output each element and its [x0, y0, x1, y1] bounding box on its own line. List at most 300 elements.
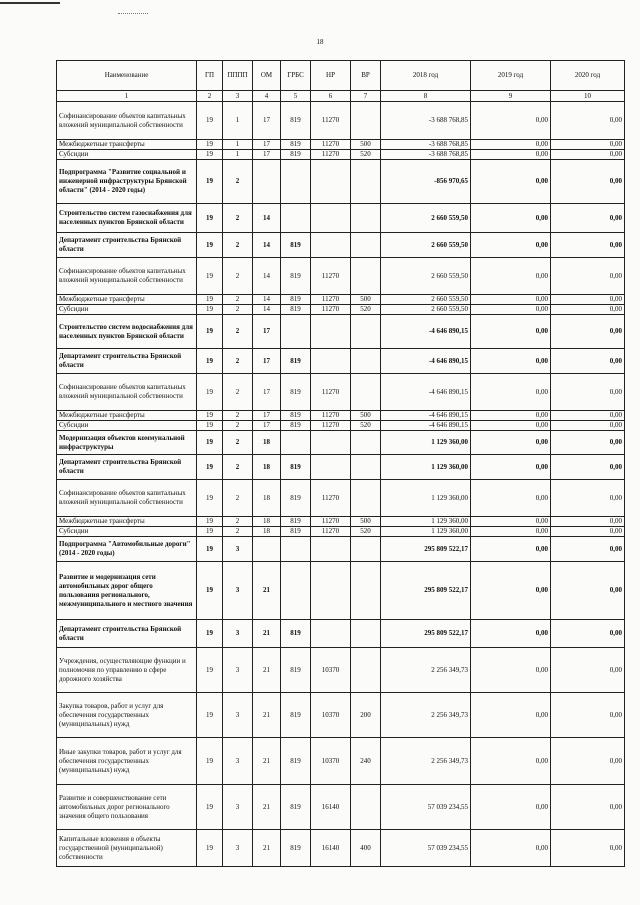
column-number-cell: 2 [197, 91, 223, 102]
cell-gp: 19 [197, 693, 223, 738]
cell-y2019: 0,00 [471, 204, 551, 233]
cell-y2020: 0,00 [551, 620, 625, 648]
cell-name: Подпрограмма "Развитие социальной и инженерной инфраструктуры Брянской области" (2014 - 2020 годы) [57, 160, 197, 204]
cell-y2018: -4 646 890,15 [381, 374, 471, 411]
cell-om: 17 [253, 349, 281, 374]
cell-pp: 3 [223, 648, 253, 693]
cell-grbs [281, 537, 311, 562]
cell-name: Субсидии [57, 150, 197, 160]
cell-grbs: 819 [281, 374, 311, 411]
header-cell: ГП [197, 61, 223, 91]
cell-pp: 2 [223, 431, 253, 455]
header-cell: НР [311, 61, 351, 91]
cell-grbs [281, 315, 311, 349]
cell-grbs: 819 [281, 140, 311, 150]
cell-y2020: 0,00 [551, 648, 625, 693]
cell-gp: 19 [197, 258, 223, 295]
cell-gp: 19 [197, 738, 223, 785]
cell-name: Субсидии [57, 421, 197, 431]
column-number-row [57, 91, 625, 102]
cell-nr [311, 455, 351, 480]
cell-vr: 520 [351, 421, 381, 431]
cell-gp: 19 [197, 150, 223, 160]
cell-y2019: 0,00 [471, 537, 551, 562]
header-cell: ПППП [223, 61, 253, 91]
cell-gp: 19 [197, 102, 223, 140]
cell-y2019: 0,00 [471, 480, 551, 517]
cell-pp: 1 [223, 140, 253, 150]
cell-pp: 3 [223, 620, 253, 648]
cell-gp: 19 [197, 431, 223, 455]
cell-pp: 2 [223, 517, 253, 527]
cell-y2020: 0,00 [551, 233, 625, 258]
cell-vr [351, 204, 381, 233]
cell-y2018: 295 809 522,17 [381, 620, 471, 648]
table-row [57, 233, 625, 258]
column-number-cell: 9 [471, 91, 551, 102]
cell-gp: 19 [197, 537, 223, 562]
table-row [57, 150, 625, 160]
cell-name: Софинансирование объектов капитальных вложений муниципальной собственности [57, 480, 197, 517]
cell-vr [351, 537, 381, 562]
cell-vr: 500 [351, 140, 381, 150]
cell-gp: 19 [197, 411, 223, 421]
cell-vr [351, 102, 381, 140]
page-number: 18 [316, 38, 324, 46]
table-row [57, 480, 625, 517]
cell-y2019: 0,00 [471, 315, 551, 349]
cell-om: 18 [253, 527, 281, 537]
cell-om: 18 [253, 517, 281, 527]
cell-nr: 11270 [311, 140, 351, 150]
cell-grbs: 819 [281, 480, 311, 517]
cell-gp: 19 [197, 562, 223, 620]
cell-pp: 2 [223, 258, 253, 295]
cell-y2020: 0,00 [551, 527, 625, 537]
cell-om: 18 [253, 480, 281, 517]
cell-y2020: 0,00 [551, 160, 625, 204]
cell-grbs: 819 [281, 648, 311, 693]
cell-name: Развитие и совершенствование сети автомобильных дорог регионального значения общего пользования [57, 785, 197, 830]
cell-om [253, 160, 281, 204]
cell-nr: 10370 [311, 693, 351, 738]
cell-nr: 11270 [311, 480, 351, 517]
cell-y2020: 0,00 [551, 421, 625, 431]
cell-gp: 19 [197, 527, 223, 537]
table-row [57, 620, 625, 648]
cell-y2019: 0,00 [471, 738, 551, 785]
table-row [57, 421, 625, 431]
cell-grbs [281, 431, 311, 455]
cell-y2019: 0,00 [471, 349, 551, 374]
cell-vr [351, 620, 381, 648]
cell-om: 14 [253, 233, 281, 258]
cell-om: 17 [253, 150, 281, 160]
cell-pp: 3 [223, 562, 253, 620]
cell-nr: 11270 [311, 150, 351, 160]
cell-om: 14 [253, 295, 281, 305]
cell-y2020: 0,00 [551, 315, 625, 349]
cell-y2018: 57 039 234,55 [381, 785, 471, 830]
cell-nr [311, 349, 351, 374]
cell-nr [311, 315, 351, 349]
cell-om: 14 [253, 204, 281, 233]
cell-pp: 2 [223, 160, 253, 204]
cell-y2019: 0,00 [471, 562, 551, 620]
cell-nr: 11270 [311, 517, 351, 527]
cell-gp: 19 [197, 421, 223, 431]
cell-y2018: 2 660 559,50 [381, 305, 471, 315]
header-cell: Наименование [57, 61, 197, 91]
cell-pp: 2 [223, 374, 253, 411]
cell-nr: 16140 [311, 830, 351, 867]
cell-pp: 1 [223, 150, 253, 160]
cell-grbs: 819 [281, 233, 311, 258]
table-row [57, 517, 625, 527]
cell-y2020: 0,00 [551, 480, 625, 517]
table-row [57, 527, 625, 537]
cell-grbs: 819 [281, 517, 311, 527]
cell-gp: 19 [197, 455, 223, 480]
cell-name: Софинансирование объектов капитальных вложений муниципальной собственности [57, 102, 197, 140]
cell-y2019: 0,00 [471, 517, 551, 527]
cell-vr: 400 [351, 830, 381, 867]
cell-y2018: -3 688 768,85 [381, 140, 471, 150]
table-row [57, 562, 625, 620]
cell-name: Межбюджетные трансферты [57, 517, 197, 527]
column-number-cell: 6 [311, 91, 351, 102]
cell-name: Субсидии [57, 305, 197, 315]
cell-om: 21 [253, 648, 281, 693]
cell-grbs: 819 [281, 620, 311, 648]
cell-name: Субсидии [57, 527, 197, 537]
cell-pp: 1 [223, 102, 253, 140]
cell-om: 21 [253, 693, 281, 738]
cell-vr [351, 374, 381, 411]
cell-vr [351, 480, 381, 517]
column-number-cell: 4 [253, 91, 281, 102]
cell-name: Модернизация объектов коммунальной инфраструктуры [57, 431, 197, 455]
cell-vr [351, 431, 381, 455]
cell-y2018: -3 688 768,85 [381, 102, 471, 140]
cell-nr [311, 620, 351, 648]
cell-pp: 2 [223, 480, 253, 517]
cell-grbs [281, 160, 311, 204]
cell-y2020: 0,00 [551, 258, 625, 295]
cell-pp: 2 [223, 315, 253, 349]
cell-y2018: -4 646 890,15 [381, 421, 471, 431]
cell-name: Строительство систем водоснабжения для населенных пунктов Брянской области [57, 315, 197, 349]
cell-nr: 11270 [311, 295, 351, 305]
cell-gp: 19 [197, 374, 223, 411]
cell-name: Межбюджетные трансферты [57, 411, 197, 421]
cell-gp: 19 [197, 349, 223, 374]
cell-y2018: 2 660 559,50 [381, 258, 471, 295]
cell-pp: 3 [223, 738, 253, 785]
table-row [57, 431, 625, 455]
table-row [57, 140, 625, 150]
cell-y2018: 1 129 360,00 [381, 455, 471, 480]
cell-gp: 19 [197, 204, 223, 233]
cell-vr [351, 315, 381, 349]
cell-vr [351, 258, 381, 295]
cell-y2018: 57 039 234,55 [381, 830, 471, 867]
cell-y2018: 2 660 559,50 [381, 295, 471, 305]
table-row [57, 693, 625, 738]
header-cell: 2019 год [471, 61, 551, 91]
table-row [57, 785, 625, 830]
cell-vr [351, 455, 381, 480]
scan-artifact-dots [118, 13, 148, 14]
cell-grbs: 819 [281, 421, 311, 431]
cell-y2018: -3 688 768,85 [381, 150, 471, 160]
cell-name: Департамент строительства Брянской области [57, 455, 197, 480]
cell-pp: 3 [223, 693, 253, 738]
cell-y2019: 0,00 [471, 830, 551, 867]
cell-grbs: 819 [281, 411, 311, 421]
cell-name: Департамент строительства Брянской области [57, 349, 197, 374]
table-row [57, 295, 625, 305]
header-cell: ВР [351, 61, 381, 91]
cell-y2019: 0,00 [471, 785, 551, 830]
cell-om: 17 [253, 421, 281, 431]
cell-nr: 10370 [311, 648, 351, 693]
table-row [57, 455, 625, 480]
cell-y2020: 0,00 [551, 455, 625, 480]
cell-y2020: 0,00 [551, 785, 625, 830]
cell-gp: 19 [197, 233, 223, 258]
cell-om: 17 [253, 102, 281, 140]
cell-name: Иные закупки товаров, работ и услуг для обеспечения государственных (муниципальных) нужд [57, 738, 197, 785]
cell-vr [351, 349, 381, 374]
cell-y2019: 0,00 [471, 258, 551, 295]
cell-pp: 3 [223, 785, 253, 830]
cell-y2019: 0,00 [471, 102, 551, 140]
cell-om: 21 [253, 562, 281, 620]
cell-y2019: 0,00 [471, 431, 551, 455]
cell-name: Департамент строительства Брянской области [57, 620, 197, 648]
cell-y2018: 2 660 559,50 [381, 204, 471, 233]
column-number-cell: 7 [351, 91, 381, 102]
cell-nr: 11270 [311, 374, 351, 411]
cell-vr [351, 562, 381, 620]
table-row [57, 258, 625, 295]
cell-grbs: 819 [281, 150, 311, 160]
cell-y2019: 0,00 [471, 374, 551, 411]
cell-om: 17 [253, 374, 281, 411]
cell-gp: 19 [197, 305, 223, 315]
table-row [57, 204, 625, 233]
cell-y2018: 2 256 349,73 [381, 693, 471, 738]
column-number-cell: 3 [223, 91, 253, 102]
cell-grbs: 819 [281, 455, 311, 480]
cell-grbs [281, 204, 311, 233]
header-cell: 2020 год [551, 61, 625, 91]
cell-gp: 19 [197, 517, 223, 527]
cell-gp: 19 [197, 160, 223, 204]
cell-om: 18 [253, 431, 281, 455]
cell-y2019: 0,00 [471, 455, 551, 480]
cell-y2019: 0,00 [471, 693, 551, 738]
cell-name: Развитие и модернизация сети автомобильных дорог общего пользования регионального, межмуниципального и местного значения [57, 562, 197, 620]
header-cell: ГРБС [281, 61, 311, 91]
cell-y2018: 295 809 522,17 [381, 562, 471, 620]
cell-gp: 19 [197, 620, 223, 648]
cell-y2020: 0,00 [551, 140, 625, 150]
cell-y2019: 0,00 [471, 295, 551, 305]
cell-name: Межбюджетные трансферты [57, 295, 197, 305]
cell-name: Строительство систем газоснабжения для населенных пунктов Брянской области [57, 204, 197, 233]
cell-nr: 11270 [311, 411, 351, 421]
column-number-cell: 5 [281, 91, 311, 102]
cell-vr [351, 785, 381, 830]
cell-y2018: 1 129 360,00 [381, 431, 471, 455]
table-row [57, 830, 625, 867]
cell-name: Межбюджетные трансферты [57, 140, 197, 150]
cell-pp: 2 [223, 295, 253, 305]
cell-grbs: 819 [281, 258, 311, 295]
cell-vr: 520 [351, 150, 381, 160]
cell-gp: 19 [197, 315, 223, 349]
cell-name: Подпрограмма "Автомобильные дороги" (2014 - 2020 годы) [57, 537, 197, 562]
cell-pp: 2 [223, 305, 253, 315]
cell-y2020: 0,00 [551, 517, 625, 527]
cell-name: Софинансирование объектов капитальных вложений муниципальной собственности [57, 258, 197, 295]
cell-om [253, 537, 281, 562]
cell-y2020: 0,00 [551, 431, 625, 455]
cell-y2020: 0,00 [551, 537, 625, 562]
cell-gp: 19 [197, 295, 223, 305]
cell-grbs: 819 [281, 785, 311, 830]
cell-grbs: 819 [281, 738, 311, 785]
cell-y2018: -4 646 890,15 [381, 349, 471, 374]
cell-pp: 2 [223, 411, 253, 421]
cell-pp: 3 [223, 830, 253, 867]
table-row [57, 160, 625, 204]
cell-gp: 19 [197, 648, 223, 693]
cell-y2020: 0,00 [551, 102, 625, 140]
table-row [57, 305, 625, 315]
cell-y2018: 1 129 360,00 [381, 527, 471, 537]
cell-y2019: 0,00 [471, 620, 551, 648]
cell-nr: 11270 [311, 527, 351, 537]
cell-grbs: 819 [281, 527, 311, 537]
cell-y2019: 0,00 [471, 233, 551, 258]
cell-y2020: 0,00 [551, 150, 625, 160]
table-row [57, 411, 625, 421]
header-cell: 2018 год [381, 61, 471, 91]
cell-gp: 19 [197, 830, 223, 867]
cell-nr: 16140 [311, 785, 351, 830]
cell-gp: 19 [197, 785, 223, 830]
cell-y2018: -4 646 890,15 [381, 315, 471, 349]
cell-y2019: 0,00 [471, 305, 551, 315]
cell-pp: 2 [223, 455, 253, 480]
cell-y2019: 0,00 [471, 411, 551, 421]
cell-y2020: 0,00 [551, 693, 625, 738]
cell-vr [351, 233, 381, 258]
header-row [57, 61, 625, 91]
cell-y2020: 0,00 [551, 562, 625, 620]
cell-om: 17 [253, 315, 281, 349]
cell-om: 21 [253, 738, 281, 785]
cell-name: Учреждения, осуществляющие функции и полномочия по управлению в сфере дорожного хозяйства [57, 648, 197, 693]
cell-name: Департамент строительства Брянской области [57, 233, 197, 258]
cell-grbs [281, 562, 311, 620]
cell-nr: 10370 [311, 738, 351, 785]
table-row [57, 648, 625, 693]
cell-vr: 520 [351, 305, 381, 315]
column-number-cell: 1 [57, 91, 197, 102]
cell-y2018: 295 809 522,17 [381, 537, 471, 562]
cell-pp: 2 [223, 421, 253, 431]
cell-grbs: 819 [281, 102, 311, 140]
cell-y2020: 0,00 [551, 374, 625, 411]
cell-vr: 500 [351, 517, 381, 527]
cell-vr [351, 648, 381, 693]
cell-y2019: 0,00 [471, 150, 551, 160]
cell-y2020: 0,00 [551, 411, 625, 421]
cell-pp: 3 [223, 537, 253, 562]
cell-name: Закупка товаров, работ и услуг для обеспечения государственных (муниципальных) нужд [57, 693, 197, 738]
cell-vr: 500 [351, 411, 381, 421]
cell-y2020: 0,00 [551, 830, 625, 867]
cell-y2018: 2 660 559,50 [381, 233, 471, 258]
cell-pp: 2 [223, 349, 253, 374]
cell-gp: 19 [197, 140, 223, 150]
column-number-cell: 8 [381, 91, 471, 102]
cell-om: 21 [253, 830, 281, 867]
cell-om: 21 [253, 620, 281, 648]
cell-y2019: 0,00 [471, 160, 551, 204]
cell-nr: 11270 [311, 102, 351, 140]
cell-y2020: 0,00 [551, 738, 625, 785]
cell-name: Капитальные вложения в объекты государственной (муниципальной) собственности [57, 830, 197, 867]
cell-y2018: -4 646 890,15 [381, 411, 471, 421]
cell-om: 14 [253, 258, 281, 295]
table-row [57, 738, 625, 785]
cell-y2018: 1 129 360,00 [381, 480, 471, 517]
cell-y2020: 0,00 [551, 305, 625, 315]
budget-table [56, 60, 625, 867]
cell-y2019: 0,00 [471, 140, 551, 150]
table-row [57, 349, 625, 374]
cell-om: 14 [253, 305, 281, 315]
cell-grbs: 819 [281, 693, 311, 738]
table-row [57, 537, 625, 562]
header-cell: ОМ [253, 61, 281, 91]
cell-pp: 2 [223, 233, 253, 258]
cell-nr [311, 537, 351, 562]
scan-artifact-line [0, 2, 60, 4]
cell-y2019: 0,00 [471, 527, 551, 537]
table-row [57, 102, 625, 140]
cell-y2020: 0,00 [551, 349, 625, 374]
cell-nr [311, 431, 351, 455]
cell-om: 17 [253, 411, 281, 421]
table-row [57, 374, 625, 411]
cell-nr [311, 160, 351, 204]
cell-y2018: -856 970,65 [381, 160, 471, 204]
cell-vr: 520 [351, 527, 381, 537]
cell-y2020: 0,00 [551, 204, 625, 233]
cell-grbs: 819 [281, 305, 311, 315]
cell-om: 17 [253, 140, 281, 150]
cell-y2019: 0,00 [471, 648, 551, 693]
cell-nr: 11270 [311, 421, 351, 431]
cell-om: 21 [253, 785, 281, 830]
cell-grbs: 819 [281, 830, 311, 867]
